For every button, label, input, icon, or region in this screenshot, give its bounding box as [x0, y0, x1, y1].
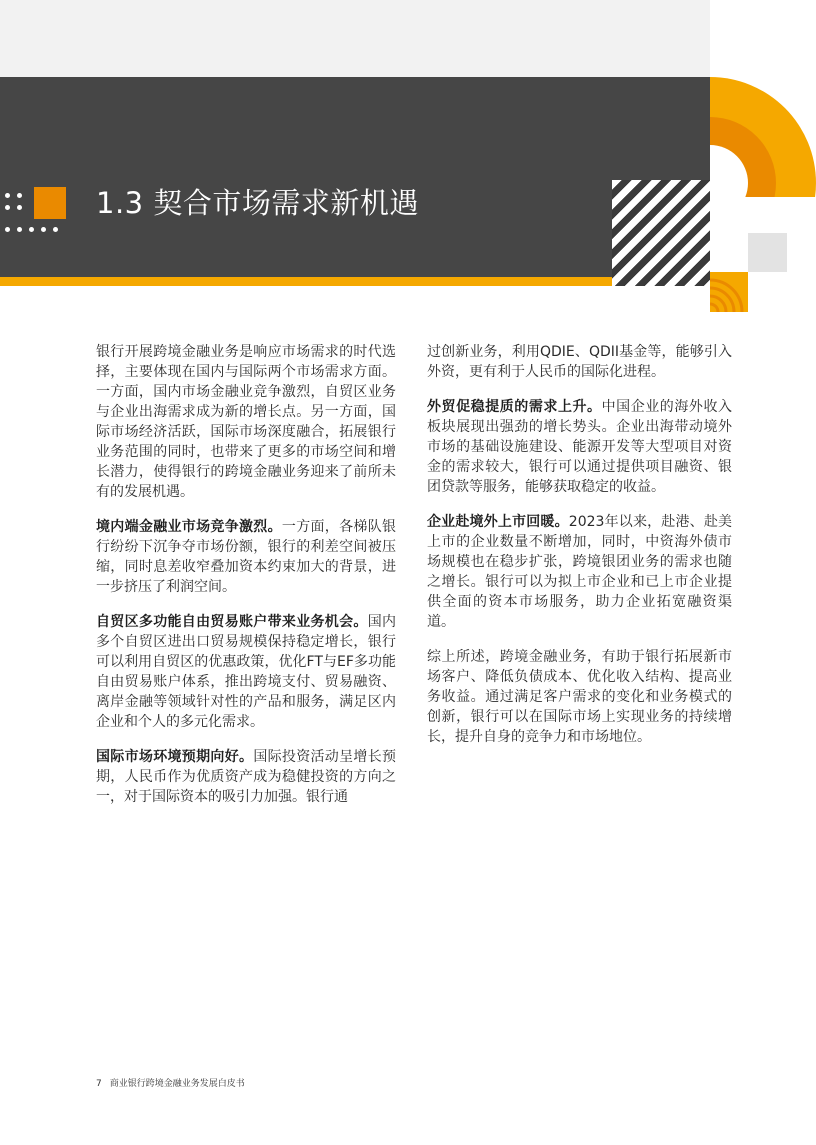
summary-paragraph: 综上所述，跨境金融业务，有助于银行拓展新市场客户、降低负债成本、优化收入结构、提高业务收益。通过满足客户需求的变化和业务模式的创新，银行可以在国际市场上实现业务的持续增长，提升自身的竞争力和市场地位。: [427, 649, 732, 745]
continuation-paragraph: 过创新业务，利用QDIE、QDII基金等，能够引入外资，更有利于人民币的国际化进程。: [427, 344, 732, 380]
paragraph-body: 一方面，各梯队银行纷纷下沉争夺市场份额，银行的利差空间被压缩，同时息差收窄叠加资本约束加大的背景，进一步挤压了利润空间。: [96, 519, 397, 595]
free-trade-zone-paragraph: [96, 612, 396, 732]
section-banner: [0, 77, 710, 277]
page-footer: [96, 1076, 245, 1089]
page-number: 7: [96, 1079, 102, 1089]
domestic-competition-paragraph: [96, 517, 396, 597]
paragraph-body: 国内多个自贸区进出口贸易规模保持稳定增长，银行可以利用自贸区的优惠政策，优化FT与EF多功能自由贸易账户体系，推出跨境支付、贸易融资、离岸金融等领域针对性的产品和服务，满足区内企业和个人的多元化需求。: [96, 614, 397, 730]
paragraph-body: 国际投资活动呈增长预期，人民币作为优质资产成为稳健投资的方向之一，对于国际资本的吸引力加强。银行通: [96, 749, 397, 805]
paragraph-heading: 外贸促稳提质的需求上升。: [427, 399, 602, 415]
paragraph-body: 中国企业的海外收入板块展现出强劲的增长势头。企业出海带动境外市场的基础设施建设、能源开发等大型项目对资金的需求较大，银行可以通过提供项目融资、银团贷款等服务，能够获取稳定的收益。: [427, 399, 733, 495]
concentric-arcs-decoration: [710, 272, 748, 312]
paragraph-heading: 境内端金融业市场竞争激烈。: [96, 519, 282, 535]
orange-square-decoration: [34, 187, 66, 219]
right-text-column: [427, 342, 732, 762]
intro-paragraph: 银行开展跨境金融业务是响应市场需求的时代选择，主要体现在国内与国际两个市场需求方面。一方面，国内市场金融业竞争激烈，自贸区业务与企业出海需求成为新的增长点。另一方面，国际市场经济活跃，国际市场深度融合，拓展银行业务范围的同时，也带来了更多的市场空间和增长潜力，使得银行的跨境金融业务迎来了前所未有的发展机遇。: [96, 344, 396, 500]
paragraph-body: 2023年以来，赴港、赴美上市的企业数量不断增加，同时，中资海外债市场规模也在稳步扩张，跨境银团业务的需求也随之增长。银行可以为拟上市企业和已上市企业提供全面的资本市场服务，助力企业拓宽融资渠道。: [427, 514, 733, 630]
paragraph-heading: 自贸区多功能自由贸易账户带来业务机会。: [96, 614, 368, 630]
ring-arc-decoration: [710, 77, 816, 197]
gray-square-decoration: [748, 233, 787, 272]
document-title: 商业银行跨境金融业务发展白皮书: [109, 1079, 245, 1089]
top-gray-band: [0, 0, 710, 77]
paragraph-heading: 企业赴境外上市回暖。: [427, 514, 569, 530]
banner-accent-line: [0, 277, 612, 286]
diagonal-stripes-decoration: [612, 180, 710, 286]
section-title: 1.3 契合市场需求新机遇: [96, 186, 419, 220]
left-text-column: [96, 342, 396, 822]
paragraph-heading: 国际市场环境预期向好。: [96, 749, 254, 765]
overseas-listing-paragraph: [427, 512, 732, 632]
foreign-trade-paragraph: [427, 397, 732, 497]
international-outlook-paragraph: [96, 747, 396, 807]
